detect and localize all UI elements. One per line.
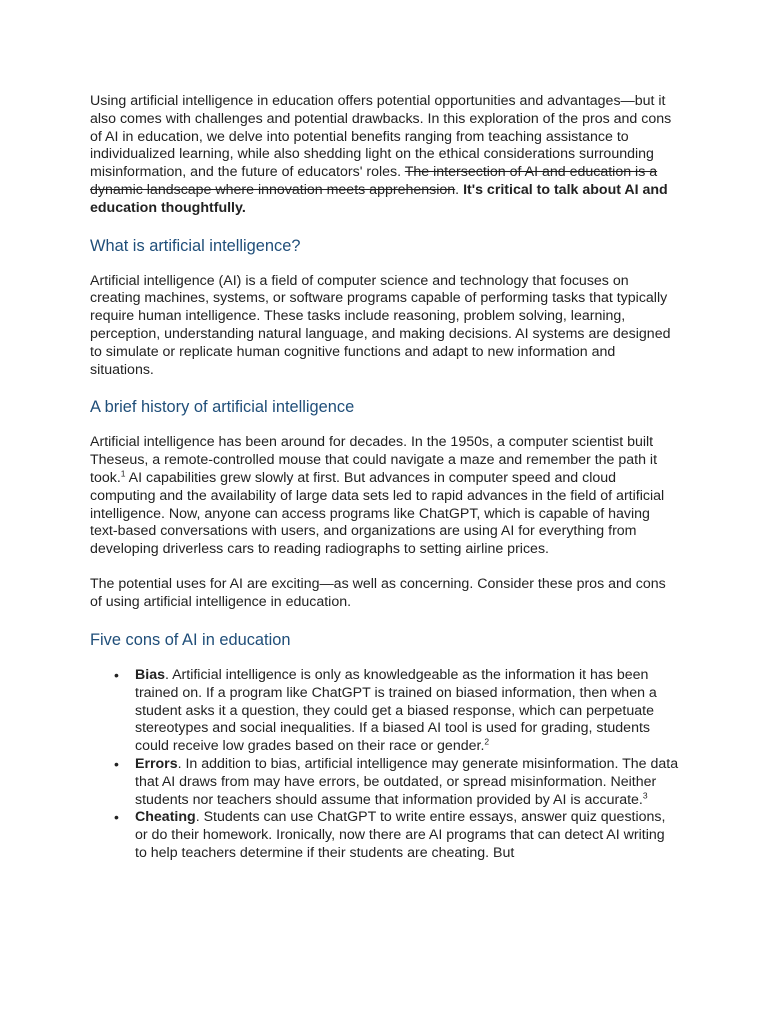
intro-struck-text: The intersection of AI and education is a dynamic landscape where innovation meets apprehension [90, 164, 658, 198]
con-text-bias: . Artificial intelligence is only as knowledgeable as the information it has been trained on. If a program like ChatGPT is trained on biased information, then when a student asks it a question, they could get a biased response, which can perpetuate stereotypes and social inequalities. If a biased AI tool is used for grading, students could receive low grades based on their race or gender. [135, 667, 657, 755]
footnote-ref-1: 1 [120, 468, 126, 479]
cons-list [90, 667, 680, 863]
con-term-bias: Bias [135, 667, 165, 684]
footnote-ref-2: 2 [484, 736, 490, 747]
intro-text: Using artificial intelligence in education offers potential opportunities and advantages—but it also comes with challenges and potential drawbacks. In this exploration of the pros and cons of AI in education, we delve into potential benefits ranging from teaching assistance to individualized learning, while also shedding light on the ethical considerations surrounding misinformation, and the future of educators' roles. [90, 93, 672, 181]
con-term-errors: Errors [135, 756, 178, 773]
footnote-ref-3: 3 [642, 789, 648, 800]
intro-bold-text: It's critical to talk about AI and education thoughtfully. [90, 181, 668, 216]
history-paragraph [90, 434, 680, 559]
con-term-cheating: Cheating [135, 809, 196, 826]
list-item [90, 809, 680, 862]
list-item [90, 756, 680, 809]
document-page [90, 93, 680, 863]
intro-after-struck: . [455, 181, 464, 198]
heading-brief-history: A brief history of artificial intelligence [90, 398, 355, 417]
con-text-errors: . In addition to bias, artificial intelligence may generate misinformation. The data that AI draws from may have errors, be outdated, or spread misinformation. Neither students nor teachers should assume that information provided by AI is accurate. [135, 756, 679, 808]
heading-five-cons: Five cons of AI in education [90, 631, 291, 650]
con-text-cheating: . Students can use ChatGPT to write entire essays, answer quiz questions, or do their homework. Ironically, now there are AI programs that can detect AI writing to help teachers determine if their students are cheating. But [135, 809, 666, 861]
bullet-icon: • [114, 809, 119, 826]
heading-what-is-ai: What is artificial intelligence? [90, 236, 301, 255]
potential-uses-paragraph: The potential uses for AI are exciting—as well as concerning. Consider these pros and cons of using artificial intelligence in education. [90, 576, 666, 611]
intro-paragraph [90, 93, 680, 218]
history-text-a: Artificial intelligence has been around for decades. In the 1950s, a computer scientist built Theseus, a remote-controlled mouse that could navigate a maze and remember the path it took. [90, 434, 658, 486]
bullet-icon: • [114, 756, 119, 773]
what-is-ai-paragraph: Artificial intelligence (AI) is a field of computer science and technology that focuses on creating machines, systems, or software programs capable of performing tasks that typically require human intelligence. These tasks include reasoning, problem solving, learning, perception, understanding natural language, and making decisions. AI systems are designed to simulate or replicate human cognitive functions and adapt to new information and situations. [90, 272, 671, 378]
list-item [90, 667, 680, 756]
bullet-icon: • [114, 667, 119, 684]
history-text-b: AI capabilities grew slowly at first. But advances in computer speed and cloud computing and the availability of large data sets led to rapid advances in the field of artificial intelligence. Now, anyone can access programs like ChatGPT, which is capable of having text-based conversations with users, and organizations are using AI for everything from developing driverless cars to reading radiographs to setting airline prices. [90, 469, 665, 558]
